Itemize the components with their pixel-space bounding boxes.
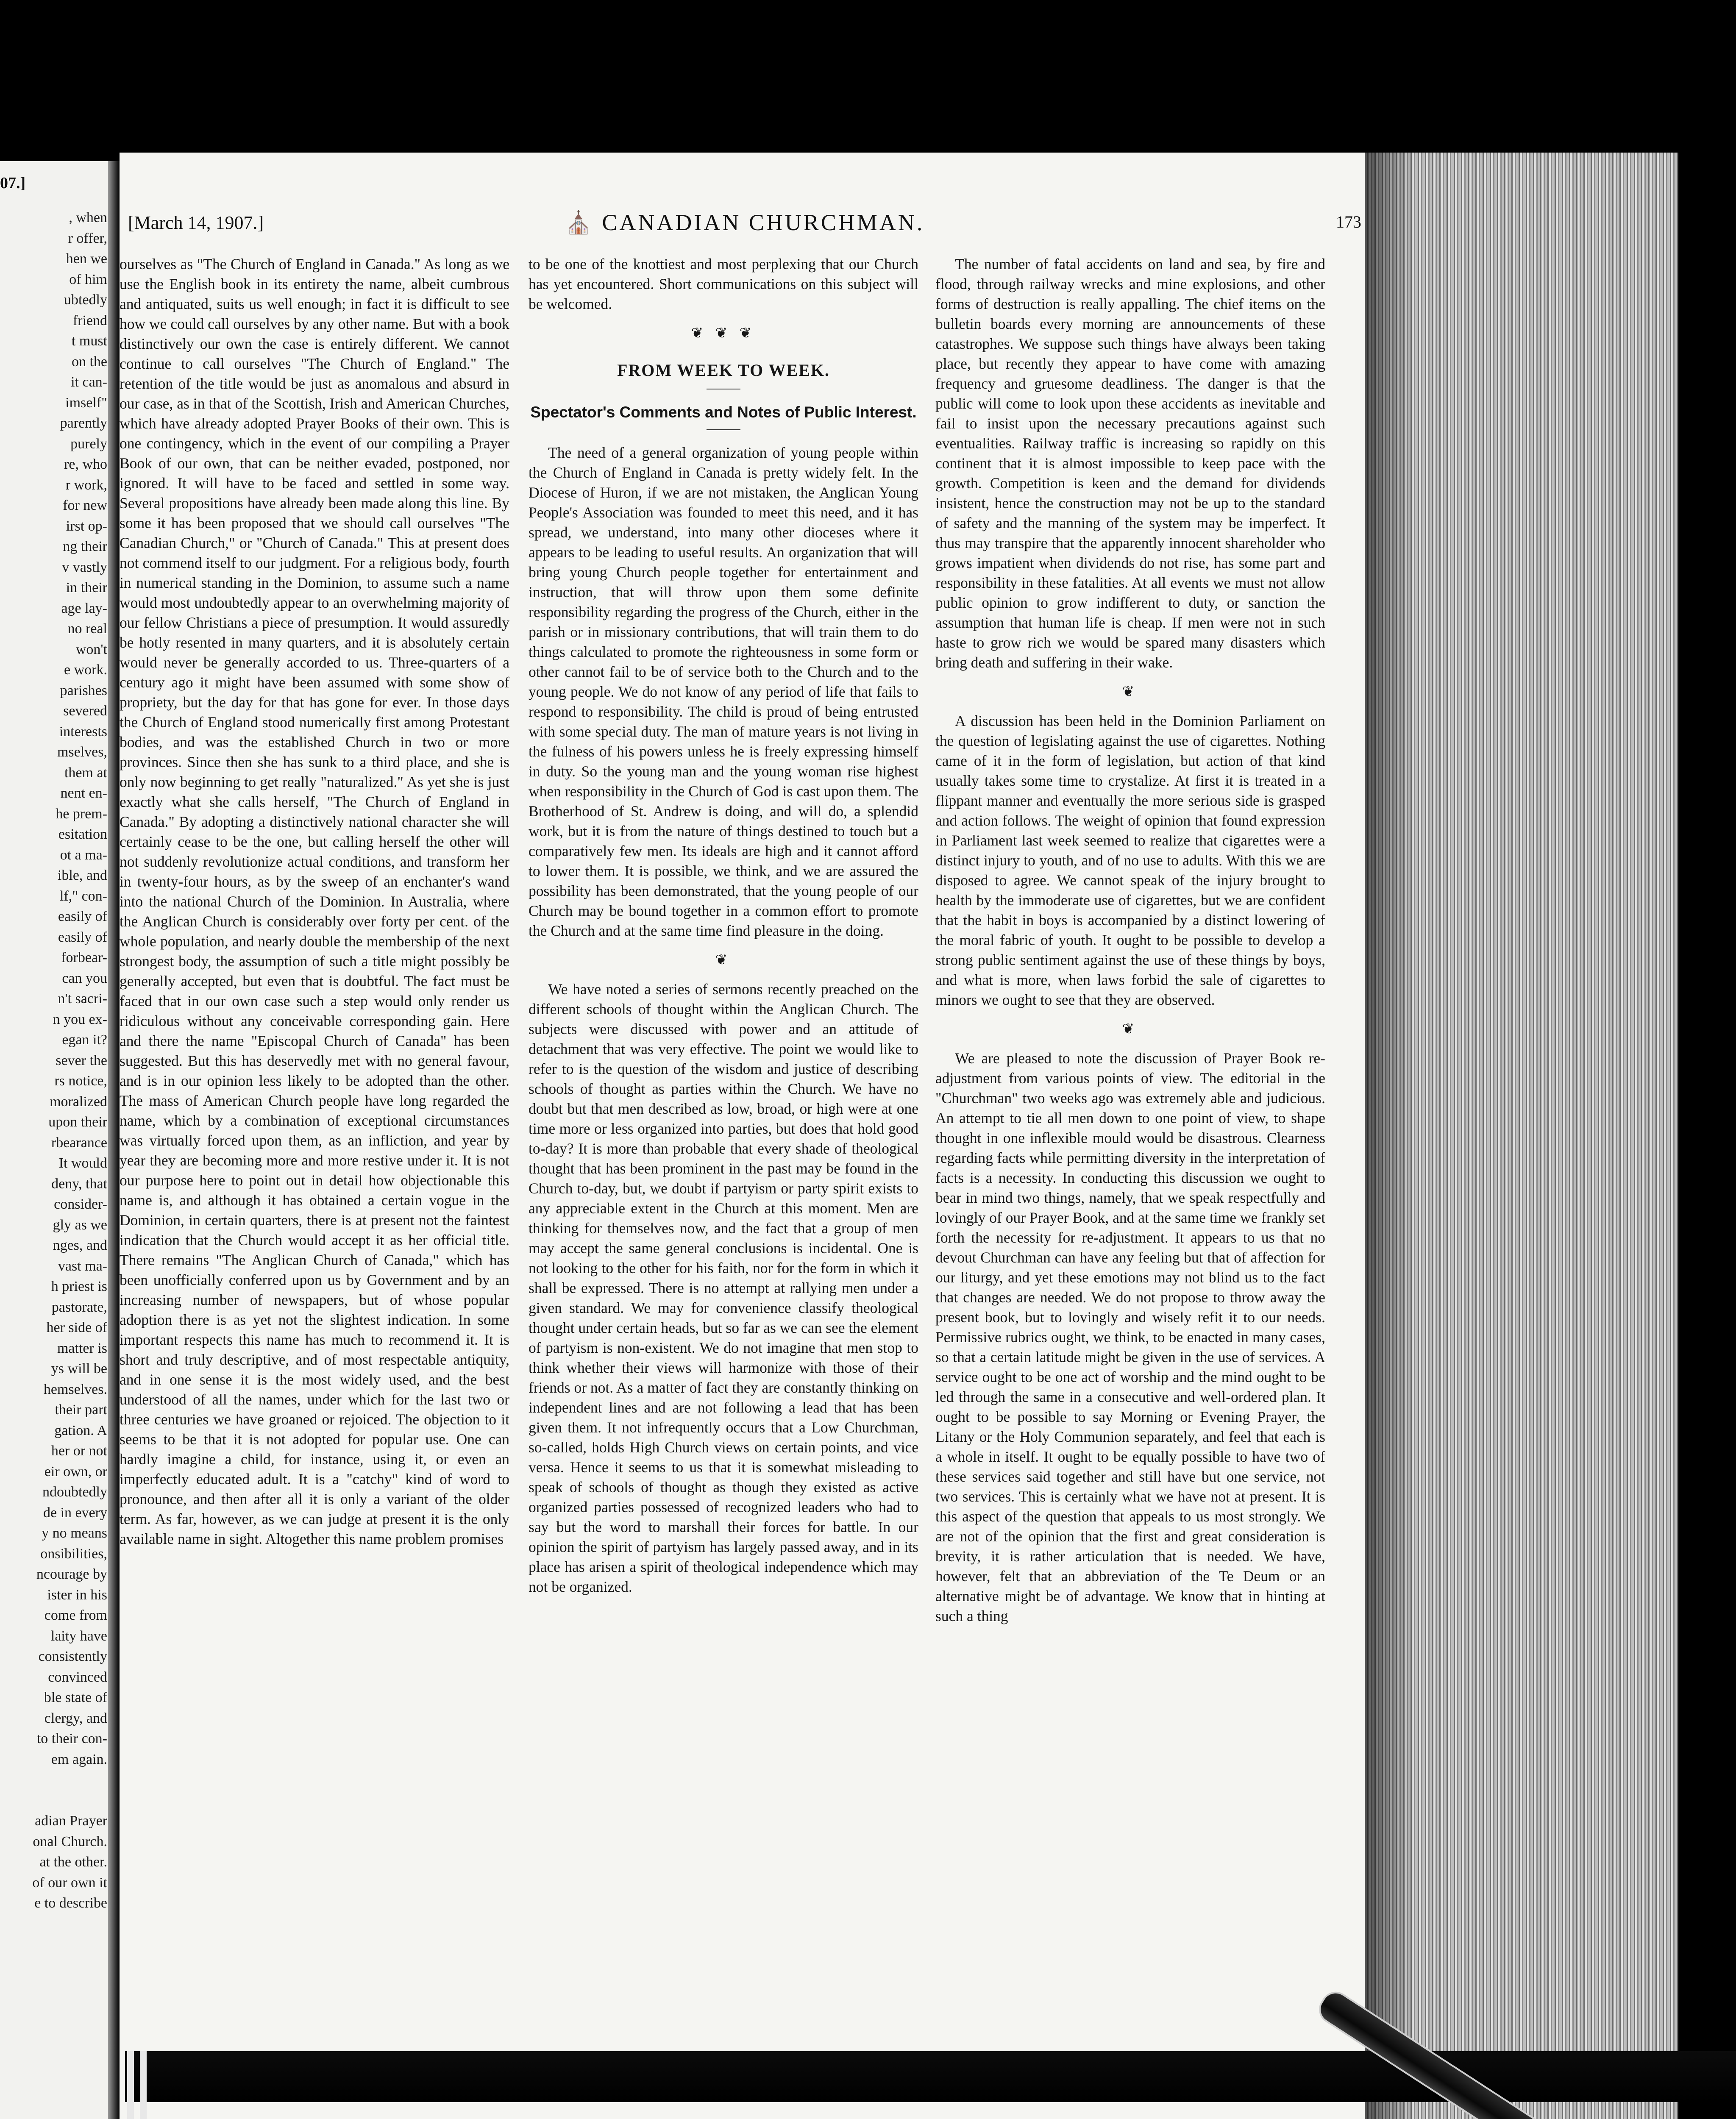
left-page-line: nges, and (53, 1237, 107, 1253)
paragraph-ornament-icon: ❦ (715, 952, 732, 968)
left-page-line: her side of (46, 1320, 107, 1335)
left-page-line: e work. (64, 662, 107, 678)
left-page-line: interests (59, 723, 107, 740)
left-page-line: onal Church. (33, 1833, 107, 1849)
left-page-line: egan it? (62, 1032, 107, 1048)
left-page-line: de in every (43, 1504, 107, 1521)
left-page-line: ble state of (44, 1690, 107, 1705)
divider (707, 429, 740, 430)
left-page-line: of him (69, 271, 107, 287)
left-page-line: easily of (58, 929, 107, 945)
left-page-line: gation. A (54, 1422, 107, 1438)
left-page-line: their part (55, 1402, 107, 1418)
masthead (128, 209, 1361, 236)
issue-date: [March 14, 1907.] (128, 212, 264, 233)
column-2 (529, 254, 918, 2085)
left-page-line: ng their (63, 539, 107, 554)
left-page-line: ubtedly (64, 292, 107, 308)
left-page-line: at the other. (39, 1854, 107, 1870)
left-page-line: consider- (54, 1196, 107, 1212)
left-page-line: vast ma- (58, 1258, 107, 1274)
binding-marker (127, 2051, 134, 2119)
left-page-line: laity have (50, 1628, 107, 1644)
left-page-line: deny, that (51, 1176, 107, 1192)
left-page-line: can you (62, 970, 107, 986)
masthead-title: CANADIAN CHURCHMAN. (602, 210, 925, 235)
article-paragraph: A discussion has been held in the Dominion Parliament on the question of legislating against the use of cigarettes. Nothing came of it in the form of legislation, but action of that kind usually takes some time to crystalize. At first it is treated in a flippant manner and eventually the more serious side is grasped and action follows. The weight of opinion that found expression in Parliament last week seemed to realize that cigarettes were a distinct injury to youth, and of no use to adults. With this we are disposed to agree. We cannot speak of the injury brought to health by the immoderate use of cigarettes, but we are confident that the habit in boys is accompanied by a distinct lowering of the moral fabric of youth. It ought to be possible to develop a strong public sentiment against the use of these things by boys, and what is more, when laws forbid the sale of cigarettes to minors we ought to see that they are observed. (935, 712, 1325, 1008)
left-page-line: irst op- (66, 518, 107, 534)
left-page-line: ister in his (47, 1587, 107, 1603)
article-paragraph: ourselves as "The Church of England in Canada." As long as we use the English book in its entirety the name, albeit cumbrous and antiquated, suits us well enough; in fact it is difficult to see how we could call ourselves by any other name. But with a book distinctively our own the case is entirely different. We cannot continue to call ourselves "The Church of England." The retention of the title would be just as anomalous and absurd in our case, as in that of the Scottish, Irish and American Churches, which have already adopted Prayer Books of their own. This is one contingency, which in the event of our compiling a Prayer Book of our own, that can be neither evaded, postponed, nor ignored. It will have to be faced and settled in some way. Several propositions have already been made along this line. By some it has been proposed that we should call ourselves "The Canadian Church," or "Church of Canada." This at present does not commend itself to our judgment. For a religious body, fourth in numerical standing in the Dominion, to assume such a name would most undoubtedly appear to an overwhelming majority of our fellow Christians a piece of presumption. It would assuredly be hotly resented in many quarters, and it is absolutely certain would never be generally accorded to us. Three-quarters of a century ago it might have been assumed with some show of propriety, but the day for that has gone for ever. In those days the Church of England stood numerically first among Protestant bodies, and was the established Church in two or more provinces. Since then she has sunk to a third place, and she is only now beginning to get really "naturalized." As yet she is just exactly what she calls herself, "The Church of England in Canada." By adopting a distinctively national character she will certainly cease to be the one, but calling herself the other will not suddenly revolutionize actual conditions, and transform her in twenty-four hours, as by the sweep of an enchanter's wand into the national Church of the Dominion. In Australia, where the Anglican Church is considerably over forty per cent. of the whole population, and nearly double the membership of the next strongest body, the assumption of such a title might possibly be generally accepted, but even that is doubtful. The fact must be faced that in our own case such a step would only render us ridiculous without any conceivable corresponding gain. Here and there the name "Episcopal Church of Canada" has been suggested. But this has deservedly met with no general favour, and is in our opinion less likely to be adopted than the other. The mass of American Church people have long regarded the name, which by a combination of exceptional circumstances was virtually forced upon them, as an infliction, and year by year they are becoming more and more restive under it. It is not our purpose here to point out in detail how objectionable this name is, and although it has obtained a certain vogue in the Dominion, in certain quarters, there is at present not the faintest indication that the Church would accept it as her official title. There remains "The Anglican Church of Canada," which has been unofficially conferred upon us by Government and by an increasing number of newspapers, but of whose popular adoption there is as yet not the slightest indication. In some important respects this name has much to recommend it. It is short and truly descriptive, and of most respectable antiquity, and in one sense it is the most widely used, and the best understood of all the names, under which for the last two or three centuries we have groaned or rejoiced. The objection to it seems to be that it is not adopted for popular use. One can hardly imagine a child, for instance, using it, or even an imperfectly educated adult. It is a "catchy" kind of word to pronounce, and then after all it is only a variant of the older term. As far, however, as we can judge at present it is the only available name in sight. Altogether this name problem promises (120, 256, 509, 1547)
left-page-line (1, 1770, 107, 1791)
left-page-line: no real (67, 621, 107, 637)
left-page-line: parishes (60, 682, 107, 698)
left-page-line: rbearance (51, 1135, 107, 1151)
left-page-line: severed (63, 703, 107, 719)
left-page-line: age lay- (61, 600, 107, 616)
left-page-line: n't sacri- (58, 991, 107, 1007)
left-page-line: em again. (51, 1751, 107, 1767)
left-page-line (1, 1791, 107, 1811)
left-page-line: forbear- (61, 950, 107, 965)
left-page-line: ot a ma- (60, 847, 107, 863)
left-page-line: ncourage by (36, 1566, 107, 1582)
left-page-line: ible, and (57, 868, 107, 883)
left-page-line: gly as we (53, 1217, 107, 1233)
binding-marker (140, 2051, 147, 2119)
left-page-line: nent en- (60, 785, 107, 801)
left-page-line: won't (75, 641, 107, 657)
left-page-line: come from (44, 1607, 107, 1623)
left-page-line: ndoubtedly (42, 1484, 107, 1500)
paragraph-ornament-icon: ❦ (1122, 1021, 1139, 1037)
left-page-line: mselves, (57, 744, 107, 760)
left-page-text (1, 208, 107, 1914)
left-page-line: hemselves. (43, 1381, 107, 1397)
left-page-line: parently (60, 415, 107, 431)
left-page-line: easily of (58, 909, 107, 924)
left-page-line: sever the (56, 1052, 107, 1068)
left-page-line: r work, (65, 477, 107, 493)
left-page-line: of our own it (32, 1874, 107, 1891)
left-page-line: re, who (64, 456, 107, 472)
left-page-line: onsibilities, (40, 1546, 107, 1562)
left-page-line: it can- (71, 374, 107, 390)
article-paragraph: The number of fatal accidents on land and sea, by fire and flood, through railway wrecks and mine explosions, and other forms of destruction is really appalling. The chief items on the bulletin boards every morning are announcements of these catastrophes. We suppose such things have always been taking place, but recently they appear to have come with amazing frequency and gruesome deadliness. The danger is that the public will come to look upon these accidents as inevitable and fail to insist upon the necessary precautions against such eventualities. Railway traffic is increasing so rapidly on this continent that it is almost impossible to keep pace with the growth. Competition is keen and the demand for dividends insistent, hence the construction may not be up to the standard of safety and the manning of the system may be imperfect. It thus may transpire that the apparently innocent shareholder who grows impatient when dividends do not rise, has some part and responsibility in these fatalities. At all events we must not allow public opinion to grow indifferent to duty, or sanction the assumption that human life is cheap. If men were not in such haste to grow rich we would be spared many disasters which bring death and suffering in their wake. (935, 256, 1325, 671)
left-page-line: clergy, and (44, 1710, 107, 1726)
left-page-line: friend (72, 312, 107, 328)
left-page-line: her or not (51, 1443, 107, 1459)
section-ornament-icon: ❦ ❦ ❦ (691, 325, 756, 341)
left-page-line: , when (69, 210, 107, 225)
left-page-line: ys will be (51, 1361, 107, 1377)
left-page-line: It would (58, 1155, 107, 1171)
left-page-line: for new (63, 498, 107, 513)
left-page-line: adian Prayer (35, 1813, 107, 1829)
left-page-line: he prem- (56, 806, 107, 822)
left-page-line: rs notice, (54, 1073, 107, 1089)
left-page-line: lf," con- (59, 888, 107, 904)
page-number: 173 (1336, 212, 1361, 231)
left-page-line: purely (70, 436, 107, 452)
left-page-line: to their con- (36, 1731, 107, 1746)
section-heading: FROM WEEK TO WEEK. (617, 361, 830, 380)
left-page-line: moralized (50, 1093, 107, 1110)
left-page-line: convinced (48, 1669, 107, 1685)
left-page-line: v vastly (62, 559, 107, 575)
left-page-line: esitation (58, 826, 107, 842)
left-page-line: r offer, (68, 230, 107, 246)
left-page-line: eir own, or (44, 1463, 107, 1479)
newspaper-page (120, 153, 1370, 2119)
page-shadow (1365, 153, 1416, 2119)
left-page-line: matter is (57, 1340, 107, 1356)
section-subheading: Spectator's Comments and Notes of Public Interest. (530, 403, 917, 421)
left-page-line: in their (66, 580, 107, 595)
left-facing-page (0, 161, 112, 2119)
left-page-line: t must (71, 333, 107, 349)
article-paragraph: We are pleased to note the discussion of Prayer Book re-adjustment from various points of view. The editorial in the "Churchman" two weeks ago was extremely able and judicious. An attempt to tie all men down to one point of view, to shape thought in one inflexible mould would be disastrous. Clearness regarding facts while permitting diversity in the interpretation of facts is a necessity. In conducting this discussion we ought to bear in mind two things, namely, that we speak respectfully and lovingly of our Prayer Book, and at the same time we frankly set forth the necessity for re-adjustment. It appears to us that no devout Churchman can have any feeling but that of affection for our liturgy, and yet these emotions may not blind us to the fact that changes are needed. We do not propose to throw away the present book, but to lovingly and wisely refit it to our needs. Permissive rubrics ought, we think, to be enacted in many cases, so that a certain latitude might be given in the use of services. A service ought to be one act of worship and the mind ought to be led through the same in a consecutive and well-ordered plan. It ought to be possible to say Morning or Evening Prayer, the Litany or the Holy Communion separately, and feel that each is a whole in itself. It ought to be equally possible to have two of these services said together and still have but one service, not two services. This is certainly what we have not at present. It is this aspect of the question that appeals to us most strongly. We are not of the opinion that the first and great consideration is brevity, it is rather articulation that is needed. We have, however, felt that an abbreviation of the Te Deum or an alternative might be of advantage. We know that in hinting at such a thing (935, 1050, 1325, 1624)
left-page-line: n you ex- (53, 1011, 107, 1027)
left-page-line: y no means (42, 1525, 107, 1541)
left-page-number: 07.] (0, 174, 26, 192)
left-page-line: e to describe (34, 1895, 107, 1911)
left-page-line: upon their (48, 1114, 107, 1130)
left-page-line: imself" (65, 395, 107, 411)
article-paragraph: We have noted a series of sermons recently preached on the different schools of thought within the Anglican Church. The subjects were discussed with power and an attitude of detachment that was very effective. The point we would like to refer to is the question of the wisdom and justice of describing schools of thought as parties within the Church. We have no doubt but that men described as low, broad, or high were at one time more or less organized into parties, but does that hold good to-day? It is more than probable that every shade of theological thought that has been prominent in the past may be found in the Church to-day, but, we doubt if partyism or party spirit exists to any appreciable extent in the Church at this moment. Men are thinking for themselves now, and the fact that a group of men may accept the same general conclusions is incidental. One is not looking to the other for his faith, nor for the form in which it shall be expressed. There is no attempt at rallying men under a given standard. We may for convenience classify theological thought under certain heads, but so far as we can see the element of partyism is non-existent. We do not imagine that men stop to think whether their views will harmonize with those of their friends or not. As a matter of fact they are constantly thinking on independent lines and are not following a lead that has been given them. It not infrequently occurs that a Low Churchman, so-called, holds High Church views on certain points, and vice versa. Hence it seems to us that it is somewhat misleading to speak of schools of thought as though they existed as active organized parties possessed of recognized leaders who had to say but the word to marshall their forces for battle. In our opinion the spirit of partyism has largely passed away, and in its place has arisen a spirit of theological independence which may not be organized. (529, 981, 918, 1595)
church-emblem-icon: ⛪ (565, 211, 595, 235)
left-page-line: on the (71, 353, 107, 370)
left-page-line: h priest is (51, 1279, 107, 1294)
left-page-line: hen we (66, 251, 107, 267)
paragraph-ornament-icon: ❦ (1122, 684, 1139, 700)
article-paragraph: to be one of the knottiest and most perplexing that our Church has yet encountered. Short communications on this subject will be welcomed. (529, 256, 918, 312)
left-page-line: them at (64, 765, 107, 781)
left-page-line: consistently (38, 1649, 107, 1664)
column-3 (935, 254, 1325, 2085)
article-paragraph: The need of a general organization of young people within the Church of England in Canada is pretty widely felt. In the Diocese of Huron, if we are not mistaken, the Anglican Young People's Association was founded to meet this need, and it has spread, we understand, into many other dioceses where it appears to be leading to useful results. An organization that will bring young Church people together for entertainment and instruction, that will throw upon them some definite responsibility regarding the progress of the Church, either in the parish or in missionary contributions, that will train them to do things calculated to promote the righteousness in some form or other cannot fail to be of service both to the Church and to the young people. We do not know of any period of life that fails to respond to responsibility. The child is proud of being entrusted with some special duty. The man of mature years is not living in the fulness of his powers unless he is freely expressing himself in duty. So the young man and the young woman rise highest when responsibility in the Church of God is cast upon them. The Brotherhood of St. Andrew is doing, and will do, a splendid work, but it is from the nature of things destined to touch but a comparatively few men. Its ideals are high and it cannot afford to lower them. It is possible, we think, and we are assured the possibility has been demonstrated, that the young people of our Church may be bound together in a common effort to promote the Church and at the same time find pleasure in the doing. (529, 444, 918, 939)
page-header (128, 212, 1361, 237)
left-page-line: pastorate, (51, 1299, 107, 1315)
column-1 (120, 254, 509, 2085)
